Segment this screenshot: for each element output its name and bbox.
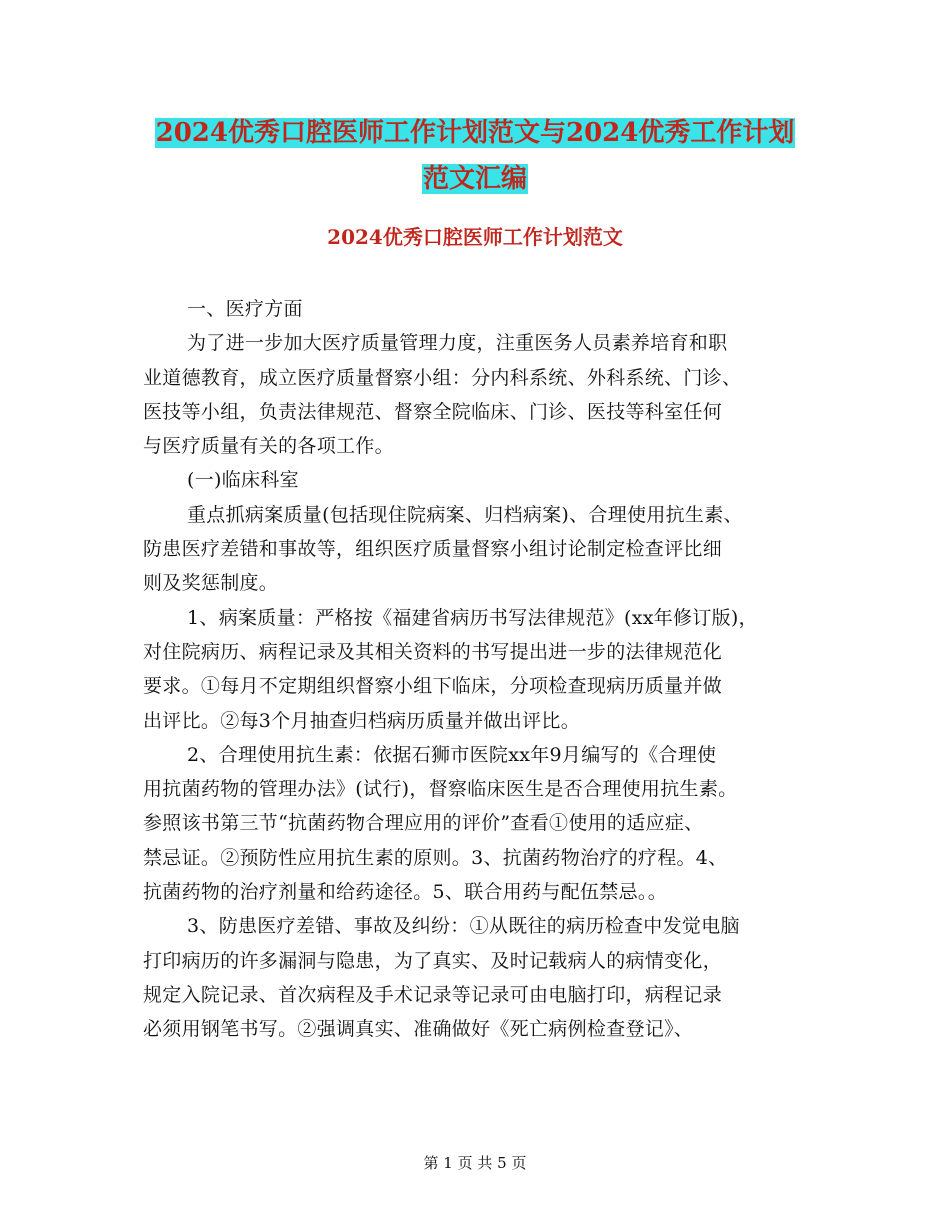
paragraph-line: 医技等小组，负责法律规范、督察全院临床、门诊、医技等科室任何	[143, 400, 723, 423]
paragraph-line: 重点抓病案质量(包括现住院病案、归档病案)、合理使用抗生素、	[187, 503, 743, 526]
paragraph-line: 3、防患医疗差错、事故及纠纷：①从既往的病历检查中发觉电脑	[187, 915, 740, 938]
paragraph-line: 为了进一步加大医疗质量管理力度，注重医务人员素养培育和职	[187, 332, 728, 355]
paragraph-line: 防患医疗差错和事故等，组织医疗质量督察小组讨论制定检查评比细	[143, 538, 723, 561]
paragraph-line: 与医疗质量有关的各项工作。	[143, 435, 394, 458]
paragraph-line: 1、病案质量：严格按《福建省病历书写法律规范》(xx年修订版)，	[187, 606, 758, 629]
paragraph-line: 对住院病历、病程记录及其相关资料的书写提出进一步的法律规范化	[143, 640, 723, 663]
paragraph-line: 出评比。②每3个月抽查归档病历质量并做出评比。	[143, 709, 580, 732]
main-title-line1: 2024优秀口腔医师工作计划范文与2024优秀工作计划	[155, 118, 795, 148]
paragraph-line: 抗菌药物的治疗剂量和给药途径。5、联合用药与配伍禁忌。。	[143, 881, 667, 904]
paragraph-line: 用抗菌药物的管理办法》(试行)，督察临床医生是否合理使用抗生素。	[143, 778, 738, 801]
heading-medical: 一、医疗方面	[187, 298, 303, 320]
paragraph-line: 要求。①每月不定期组织督察小组下临床，分项检查现病历质量并做	[143, 675, 723, 698]
main-title-line2: 范文汇编	[422, 164, 527, 194]
page-footer: 第 1 页 共 5 页	[423, 1154, 527, 1172]
paragraph-line: 参照该书第三节“抗菌药物合理应用的评价”查看①使用的适应症、	[143, 812, 704, 835]
paragraph-line: 则及奖惩制度。	[143, 572, 279, 595]
paragraph-line: 打印病历的许多漏洞与隐患，为了真实、及时记载病人的病情变化，	[143, 949, 723, 972]
heading-clinical: (一)临床科室	[187, 469, 299, 492]
paragraph-line: 规定入院记录、首次病程及手术记录等记录可由电脑打印，病程记录	[143, 983, 723, 1006]
body-text	[143, 292, 823, 1047]
paragraph-line: 2、合理使用抗生素：依据石狮市医院xx年9月编写的《合理使	[187, 743, 717, 766]
paragraph-line: 禁忌证。②预防性应用抗生素的原则。3、抗菌药物治疗的疗程。4、	[143, 846, 728, 869]
main-title	[140, 110, 810, 202]
paragraph-line: 必须用钢笔书写。②强调真实、准确做好《死亡病例检查登记》、	[143, 1018, 694, 1041]
section-title: 2024优秀口腔医师工作计划范文	[327, 225, 623, 249]
paragraph-line: 业道德教育，成立医疗质量督察小组：分内科系统、外科系统、门诊、	[143, 366, 742, 389]
